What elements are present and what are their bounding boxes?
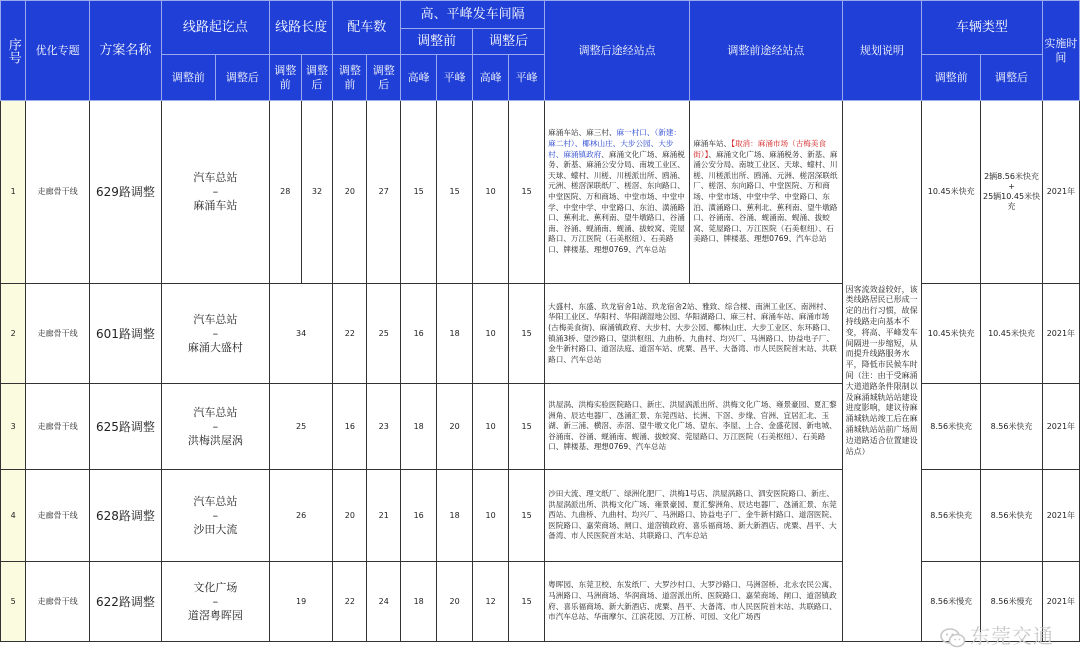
route-end: 沙田大流 xyxy=(193,522,238,536)
row-plan-name: 625路调整 xyxy=(89,384,161,470)
length-before: 调整前 xyxy=(269,55,301,101)
row-impl-time: 2021年 xyxy=(1042,284,1079,384)
row-length-before: 28 xyxy=(269,101,301,284)
row-seq: 1 xyxy=(1,101,26,284)
row-route: 大盛村、东盛、玖龙宿舍1站、玖龙宿舍2站、雅致、综合楼、南洲工业区、南洲村、华阳工业区、华阳村、华阳湖湿地公园、华阳湖路口、麻三村、麻涌车站、麻涌市场(古梅美食街)、麻涌镇政府、大步村、大步公园、椰林山庄、大步工业区、东环路口、镇涌3桥、望沙路口、望洪枢纽、九曲桥、九曲村、均兴厂、马洲路口、协益电子厂、金牛新村路口、道滘法庭、道滘车站、虎粟、昌平、大备湾、市人民医院首末站、共联路口、汽车总站 xyxy=(545,284,843,384)
row-topic: 走廊骨干线 xyxy=(26,384,90,470)
row-impl-time: 2021年 xyxy=(1042,384,1079,470)
row-before-peak: 16 xyxy=(401,284,437,384)
row-topic: 走廊骨干线 xyxy=(26,101,90,284)
col-length: 线路长度 xyxy=(269,1,333,55)
row-seq: 3 xyxy=(1,384,26,470)
row-vehicles-after: 21 xyxy=(367,470,401,562)
row-vehicle-type-before: 8.56米快充 xyxy=(922,384,981,470)
before-offpeak: 平峰 xyxy=(437,55,473,101)
row-route-before xyxy=(690,101,842,284)
row-vehicles-after: 23 xyxy=(367,384,401,470)
row-after-peak: 10 xyxy=(473,384,509,470)
col-endpoints: 线路起讫点 xyxy=(161,1,269,55)
route-start: 汽车总站 xyxy=(193,494,238,508)
route-dash: – xyxy=(212,419,219,433)
route-end: 洪梅洪屋涡 xyxy=(187,433,243,447)
col-seq: 序号 xyxy=(1,1,26,101)
row-before-peak: 18 xyxy=(401,562,437,642)
row-topic: 走廊骨干线 xyxy=(26,470,90,562)
row-vehicles-after: 24 xyxy=(367,562,401,642)
row-endpoints xyxy=(161,284,269,384)
row-after-peak: 10 xyxy=(473,101,509,284)
route-text-added: 麻一村口、（新建：麻二村）、椰林山庄、大步公园、大步村、麻涌镇政府 xyxy=(548,128,682,159)
length-after: 调整后 xyxy=(301,55,333,101)
row-plan-name: 601路调整 xyxy=(89,284,161,384)
row-after-offpeak: 15 xyxy=(509,384,545,470)
row-after-peak: 12 xyxy=(473,562,509,642)
vehicles-after: 调整后 xyxy=(367,55,401,101)
row-before-offpeak: 18 xyxy=(437,284,473,384)
route-text: 、麻涌文化广场、麻涌税务、新基、麻涌公安分局、南坡工业区、天球、蠓村、川槎、川槎派出所、鸥涌、元洲、槎滘深联纸厂、槎滘、东向路口、中堂医院、万和商场、中堂市场、中堂中学、中堂中学、中堂路口、东泊、潢涌路口、蕉利北、蕉利南、望牛墩路口、谷涌南、谷涌、蚬涌南、蚬涌、拔蛟窝、莞屋路口、万江医院（石美枢纽）、石美路口、牌楼基、理想0769、汽车总站 xyxy=(548,149,685,254)
row-before-peak: 18 xyxy=(401,384,437,470)
row-vehicles-before: 16 xyxy=(333,384,367,470)
col-vehicle-type: 车辆类型 xyxy=(922,1,1043,55)
row-plan-name: 628路调整 xyxy=(89,470,161,562)
row-plan-name: 629路调整 xyxy=(89,101,161,284)
row-after-offpeak: 15 xyxy=(509,284,545,384)
row-vehicle-type-before: 8.56米快充 xyxy=(922,470,981,562)
route-end: 道滘粤晖园 xyxy=(187,608,243,622)
table-row xyxy=(1,101,1080,284)
row-before-offpeak: 18 xyxy=(437,470,473,562)
row-after-peak: 10 xyxy=(473,470,509,562)
row-vehicles-after: 27 xyxy=(367,101,401,284)
vehicle-type-before: 调整前 xyxy=(922,55,981,101)
route-text: 、麻涌文化广场、麻涌税务、新基、麻涌公安分局、南坡工业区、天球、蠓村、川槎、川槎派出所、鸥涌、元洲、槎滘深联纸厂、槎滘、东向路口、中堂医院、万和商场、中堂市场、中堂中学、中堂路口、东泊、潢涌路口、蕉利北、蕉利南、望牛墩路口、谷涌南、谷涌、蚬涌南、蚬涌、拔蛟窝、莞屋路口、万江医院（石美枢纽）、石美路口、牌楼基、理想0769、汽车总站 xyxy=(693,149,838,244)
row-endpoints xyxy=(161,384,269,470)
col-route-after: 调整后途经站点 xyxy=(545,1,690,101)
row-vehicle-type-after: 8.56米慢充 xyxy=(981,562,1042,642)
before-peak: 高峰 xyxy=(401,55,437,101)
route-start: 文化广场 xyxy=(193,580,238,594)
row-after-offpeak: 15 xyxy=(509,101,545,284)
col-plan-name: 方案名称 xyxy=(89,1,161,101)
row-vehicles-after: 25 xyxy=(367,284,401,384)
row-after-peak: 10 xyxy=(473,284,509,384)
row-route-after xyxy=(545,101,690,284)
after-offpeak: 平峰 xyxy=(509,55,545,101)
row-length: 26 xyxy=(269,470,333,562)
col-route-before: 调整前途经站点 xyxy=(690,1,842,101)
vehicle-type-after: 调整后 xyxy=(981,55,1042,101)
row-after-offpeak: 15 xyxy=(509,470,545,562)
row-seq: 2 xyxy=(1,284,26,384)
row-length-after: 32 xyxy=(301,101,333,284)
row-after-offpeak: 15 xyxy=(509,562,545,642)
row-vehicle-type-after: 8.56米快充 xyxy=(981,384,1042,470)
col-planning: 规划说明 xyxy=(842,1,921,101)
endpoints-after: 调整后 xyxy=(215,55,269,101)
route-dash: – xyxy=(212,326,219,340)
watermark xyxy=(940,620,1054,649)
route-start: 汽车总站 xyxy=(193,405,238,419)
row-endpoints xyxy=(161,470,269,562)
row-before-offpeak: 20 xyxy=(437,562,473,642)
row-length: 19 xyxy=(269,562,333,642)
row-vehicles-before: 22 xyxy=(333,284,367,384)
route-start: 汽车总站 xyxy=(193,312,238,326)
row-before-offpeak: 20 xyxy=(437,384,473,470)
row-vehicles-before: 22 xyxy=(333,562,367,642)
endpoints-before: 调整前 xyxy=(161,55,215,101)
row-route: 粤晖园、东莞卫校、东发纸厂、大罗沙村口、大罗沙路口、马洲滘桥、北永农民公寓、马洲路口、马洲商场、华润商场、道滘派出所、医院路口、嘉荣商场、闸口、道滘镇政府、喜乐福商场、新大新酒店、虎粟、昌平、大备湾、市人民医院首末站、共联路口、市汽车总站、华南摩尔、江滨花园、万江桥、可园、文化广场西 xyxy=(545,562,843,642)
route-dash: – xyxy=(212,508,219,522)
row-impl-time: 2021年 xyxy=(1042,562,1079,642)
row-topic: 走廊骨干线 xyxy=(26,284,90,384)
route-dash: – xyxy=(212,594,219,608)
vehicles-before: 调整前 xyxy=(333,55,367,101)
after-peak: 高峰 xyxy=(473,55,509,101)
row-vehicle-type-before: 10.45米快充 xyxy=(922,284,981,384)
route-text-removed: 【取消：麻涌市场（古梅美食街）】 xyxy=(693,139,827,159)
row-before-peak: 16 xyxy=(401,470,437,562)
row-impl-time: 2021年 xyxy=(1042,470,1079,562)
row-before-peak: 15 xyxy=(401,101,437,284)
row-topic: 走廊骨干线 xyxy=(26,562,90,642)
table-header xyxy=(1,1,1080,101)
row-length: 34 xyxy=(269,284,333,384)
row-vehicles-before: 20 xyxy=(333,101,367,284)
planning-note: 因客流效益较好，该类线路居民已形成一定的出行习惯，故保持线路走向基本不变，将高、平峰发车间隔进一步缩短，从而提升线路服务水平，降低市民候车时间（注：由于受麻涌大道道路条件限制以及麻涌城轨站站建设进度影响，建议待麻涌城轨站竣工后在麻涌城轨站站前广场周边道路适合位置建设站点） xyxy=(842,101,921,642)
route-start: 汽车总站 xyxy=(193,171,238,184)
interval-before: 调整前 xyxy=(401,29,473,55)
row-vehicle-type-after: 8.56米快充 xyxy=(981,470,1042,562)
row-vehicle-type-after: 2辆8.56米快充 + 25辆10.45米快充 xyxy=(981,101,1042,284)
row-vehicle-type-after: 10.45米快充 xyxy=(981,284,1042,384)
route-end: 麻涌车站 xyxy=(193,199,238,212)
row-plan-name: 622路调整 xyxy=(89,562,161,642)
watermark-text: 东莞交通 xyxy=(970,624,1054,648)
row-impl-time: 2021年 xyxy=(1042,101,1079,284)
row-vehicles-before: 20 xyxy=(333,470,367,562)
row-route: 沙田大流、理文纸厂、绿洲化肥厂、洪梅1号店、洪屋涡路口、泗安医院路口、新庄、洪屋涡派出所、洪梅文化广场、雍景豪园、夏汇黎洲角、辰达电器厂、氹涌汇景、东莞西站、九曲桥、九曲村、均兴厂、马洲路口、协益电子厂、金牛新村路口、道滘医院、医院路口、嘉荣商场、闸口、道滘镇政府、喜乐福商场、新大新酒店、虎粟、昌平、大备湾、市人民医院首末站、共联路口、汽车总站 xyxy=(545,470,843,562)
row-vehicle-type-before: 8.56米慢充 xyxy=(922,562,981,642)
col-interval: 高、平峰发车间隔 xyxy=(401,1,545,29)
wechat-icon xyxy=(940,628,966,648)
row-length: 25 xyxy=(269,384,333,470)
col-topic: 优化专题 xyxy=(26,1,90,101)
row-vehicle-type-before: 10.45米快充 xyxy=(922,101,981,284)
route-dash: – xyxy=(212,185,219,198)
col-impl-time: 实施时间 xyxy=(1042,1,1079,101)
route-text: 麻涌车站、麻三村、 xyxy=(548,128,617,138)
route-text: 麻涌车站、 xyxy=(693,139,732,149)
row-endpoints xyxy=(161,101,269,284)
interval-after: 调整后 xyxy=(473,29,545,55)
row-seq: 5 xyxy=(1,562,26,642)
col-vehicles: 配车数 xyxy=(333,1,401,55)
row-route: 洪屋涡、洪梅实验医院路口、新庄、洪屋涡派出所、洪梅文化广场、雍景豪园、夏汇黎洲角、辰达电器厂、氹涌汇景、东莞西站、长洲、下滘、步缘、官洲、宜居汇北、玉湖、新三浦、横滘、赤滘、望牛墩文化广场、望东、李屋、上合、金盛花园、新电城、谷涌南、谷涌、蚬涌南、蚬涌、拔蛟窝、莞屋路口、万江医院（石美枢纽）、石美路口、牌楼基、理想0769、汽车总站 xyxy=(545,384,843,470)
row-endpoints xyxy=(161,562,269,642)
row-seq: 4 xyxy=(1,470,26,562)
row-before-offpeak: 15 xyxy=(437,101,473,284)
route-end: 麻涌大盛村 xyxy=(187,340,243,354)
